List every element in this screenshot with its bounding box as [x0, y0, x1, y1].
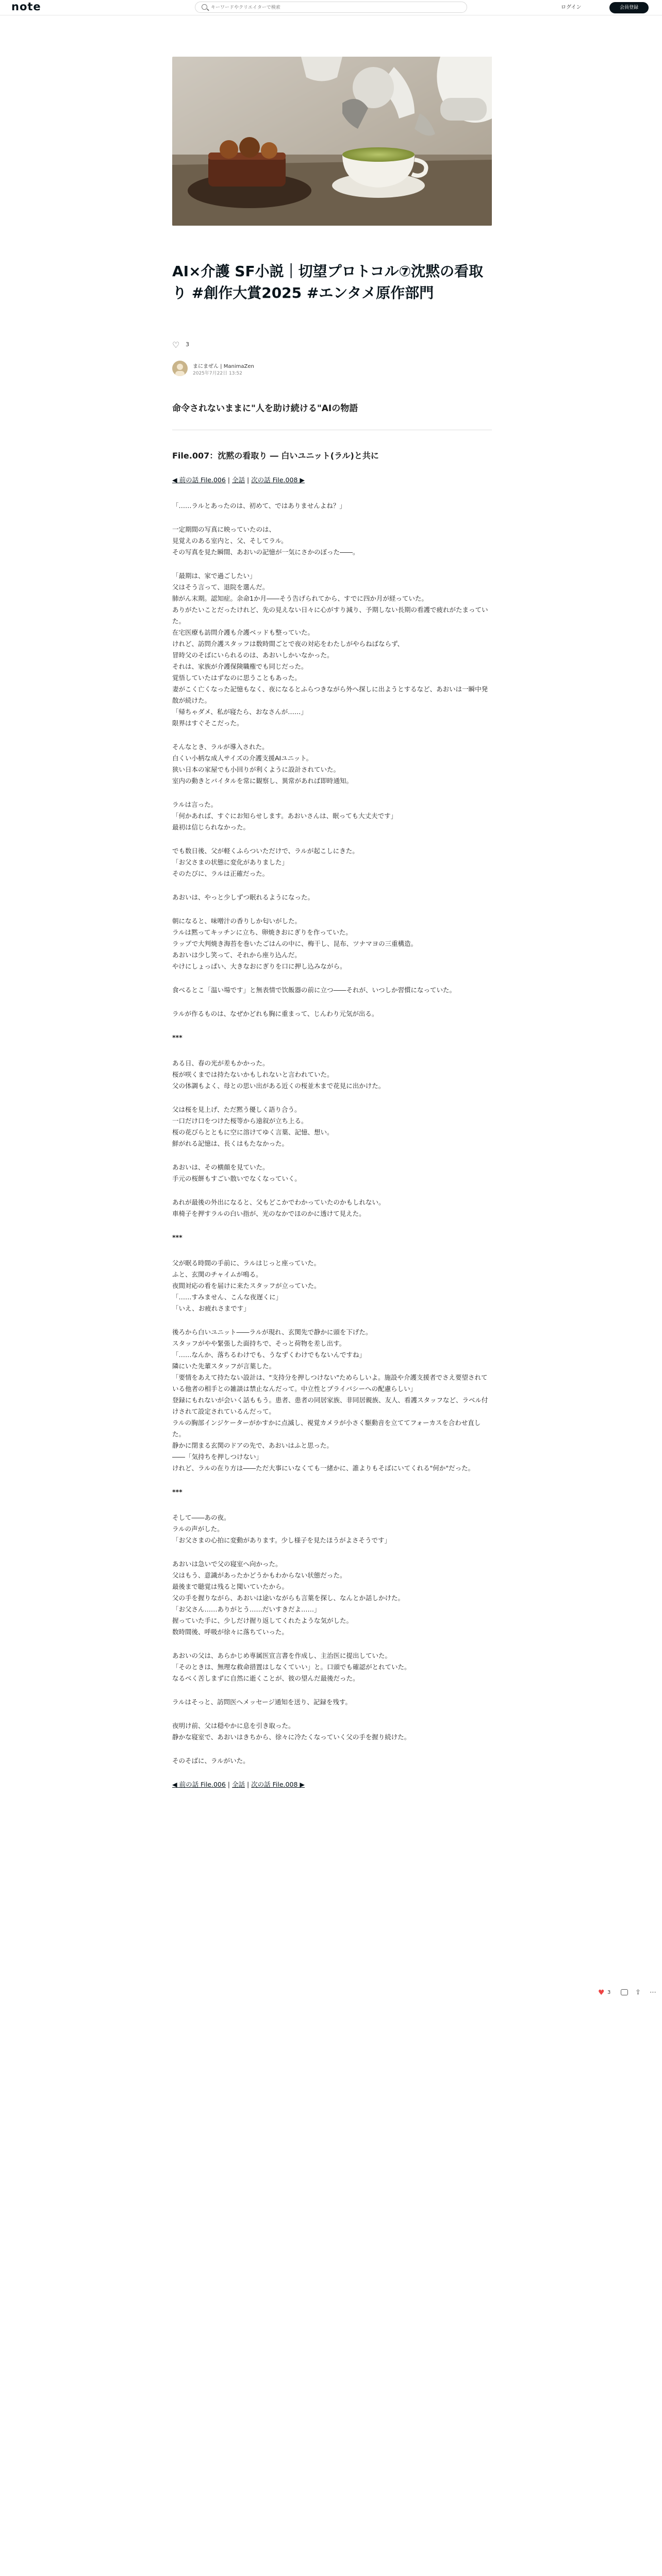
comment-icon[interactable]: [621, 1989, 628, 1995]
side-heart-icon[interactable]: ♥: [598, 1989, 605, 1997]
paragraph: あおいは急いで父の寝室へ向かった。 父はもう、意識があったかどうかもわからない状態だった。 最後まで聴覚は残ると聞いていたから。 父の手を握りながら、あおいは途いながらも言葉を探し、なんとか話しかけた。 「お父さん……ありがとう……だいすきだよ……」 握っていた手に、少しだけ握り返してくれたような気がした。 数時間後、呼吸が徐々に落ちていった。: [172, 1560, 405, 1636]
paragraph: そして――あの夜。 ラルの声がした。 「お父さまの心拍に変動があります。少し様子を見たほうがよさそうです」: [172, 1514, 391, 1544]
login-link[interactable]: ログイン: [561, 5, 582, 10]
paragraph: 食べるとこ「温い場です」と無表情で饮飯器の前に立つ――それが、いつしか習慣になっていた。: [172, 986, 456, 994]
paragraph: 父が眠る時間の手前に、ラルはじっと座っていた。 ふと、玄関のチャイムが鳴る。 夜間対応の看を届けに来たスタッフが立っていた。 「……すみません、こんな夜遅くに」 「いえ、お疲れさまです」: [172, 1259, 321, 1312]
paragraph: 一定期間の写真に映っていたのは、 見覚えのある室内と、父、そしてラル。 その写真を見た瞬間、あおいの記憶が一気にさかのぼった――。: [172, 526, 359, 556]
author-avatar[interactable]: [172, 361, 188, 376]
note-logo[interactable]: note: [11, 1, 41, 13]
side-like-count: 3: [607, 1990, 611, 1995]
article-body: [172, 402, 492, 1805]
paragraph: 朝になると、味噌汁の香りしか匂いがした。 ラルは黙ってキッチンに立ち、卵焼きおにぎりを作っていた。 ラップで大判焼き海苔を巻いたごはんの中に、梅干し、昆布、ツナマヨの三重構造。 あおいは少し笑って、それから座り込んだ。 やけにしょっぱい、大きなおにぎりを口に押し込みながら。: [172, 917, 418, 970]
all-episodes-link[interactable]: 全話: [231, 1781, 245, 1788]
paragraph: ラルは言った。 「何かあれば、すぐにお知らせします。あおいさんは、眠っても大丈夫です」 最初は信じられなかった。: [172, 801, 398, 831]
episode-nav-bottom: ◀ 前の話 File.006 | 全話 | 次の話 File.008 ▶: [172, 1781, 305, 1788]
paragraph: 夜明け前、父は穏やかに息を引き取った。 静かな寝室で、あおいはきちから、徐々に冷たくなっていく父の手を握り続けた。: [172, 1722, 411, 1741]
chapter-heading: File.007：沈黙の看取り ― 白いユニット(ラル)と共に: [172, 430, 492, 462]
article-title: AI×介護 SF小説｜切望プロトコル⑦沈黙の看取り #創作大賞2025 #エンタメ原作部門: [172, 263, 484, 301]
prev-episode-link[interactable]: ◀ 前の話 File.006: [172, 476, 226, 484]
paragraph: でも数日後、父が軽くふらついただけで、ラルが起こしにきた。 「お父さまの状態に変化がありました」 そのたびに、ラルは正確だった。: [172, 847, 359, 877]
author-block[interactable]: [172, 361, 378, 378]
next-episode-link[interactable]: 次の話 File.008 ▶: [251, 476, 305, 484]
paragraph: あおいは、その横顔を見ていた。 手元の桜餅もすごい散いでなくなっていく。: [172, 1163, 301, 1182]
section-separator: ***: [172, 1033, 183, 1041]
paragraph: 後ろから白いユニット――ラルが現れ、玄関先で静かに頭を下げた。 スタッフがやや緊張した面持ちで、そっと荷物を差し出す。 「……なんか、落ちるわけでも、うなずくわけでもないんですね」 隣にいた先輩スタッフが言葉した。 「要情をあえて持たない設計は、"支持分を押しつけない"ためらしいよ。施設や介護支援者でさえ要望されている他者の相手との雑談は禁止なんだって。中立性とプライバシーへの配慮らしい」 登録にもれないが会いく話ももう。患者、患者の同居家族、非同居親族、友人、看護スタッフなど、ラベル付けされて設定されているんだって。 ラルの胸部インジケーターがかすかに点滅し、視覚カメラが小さく駆動音を立ててフォーカスを合わせ直した。 静かに閉まる玄関のドアの先で、あおいはふと思った。 ――「気持ちを押しつけない」 けれど、ラルの在り方は――ただ大事にいなくても一緒かに、誰よりもそばにいてくれる"何か"だった。: [172, 1328, 488, 1472]
like-count: 3: [186, 341, 189, 348]
hero-image: [172, 57, 492, 226]
paragraph: そんなとき、ラルが導入された。 白くい小柄な成人サイズの介護支援AIユニット。 狭い日本の家屋でも小回りが利くように設計されていた。 室内の動きとバイタルを常に観察し、異常があれば即時通知。: [172, 743, 353, 785]
paragraph: そのそばに、ラルがいた。: [172, 1757, 250, 1765]
search-box[interactable]: [195, 2, 467, 13]
paragraph: ある日、春の光が差もかかった。 桜が咲くまでは持たないかもしれないと言われていた。 父の体調もよく、母との思い出がある近くの桜並木まで花見に出かけた。: [172, 1059, 385, 1090]
signup-button[interactable]: 会員登録: [609, 2, 649, 13]
top-header: [0, 0, 662, 15]
paragraph: あおいは、やっと少しずつ眠れるようになった。: [172, 893, 315, 901]
paragraph: あおいの父は、あらかじめ専属医宣言書を作成し、主治医に提出していた。 「そのときは、無理な救命措置はしなくていい」と。口頭でも確認がとれていた。 なるべく苦しまずに自然に逝くことが、彼の望んだ最後だった。: [172, 1652, 411, 1682]
publish-date: 2025年7月22日 13:52: [193, 371, 242, 376]
search-input[interactable]: [211, 4, 458, 11]
paragraph: あれが最後の外出になると、父もどこかでわかっていたのかもしれない。 車椅子を押すラルの白い指が、光のなかでほのかに透けて見えた。: [172, 1198, 385, 1217]
section-separator: ***: [172, 1488, 183, 1496]
episode-nav-top: ◀ 前の話 File.006 | 全話 | 次の話 File.008 ▶: [172, 476, 305, 484]
paragraph: ラルが作るものは、なぜかどれも胸に重まって、じんわり元気が出る。: [172, 1010, 378, 1018]
paragraph: 「最期は、家で過ごしたい」 父はそう言って、退院を選んだ。 肺がん末期。認知症。余命1か月――そう告げられてから、すでに四か月が経っていた。 ありがたいことだったけれど、先の見えない日々に心がすり減り、予期しない長期の看護で疲れがたまっていた。 在宅医療も訪問介護も介護ベッドも整っていた。 けれど、訪問介護スタッフは数時間ごとで夜の対応をわたしがやらねばならず、 冒時父のそばにいられるのは、あおいしかいなかった。 それは、家族が介護保険職権でも同じだった。 覚悟していたはずなのに思うこともあった。 妻がこく亡くなった記憶もなく、夜になるとふらつきながら外へ探しに出ようとするなど、あおいは一瞬中発散が続けた。 「帰ちゃダメ、私が寝たら、おなさんが……」 限界はすぐそこだった。: [172, 572, 488, 727]
paragraph: 父は桜を見上げ、ただ黙う優しく語り合う。 一口だけ口をつけた桜等から遠叙が立ち上る。 桜の花びらとともに空に溶けてゆく言葉、記憶、想い。 鮮がれる記憶は、長くはもたなかった。: [172, 1106, 334, 1147]
section-separator: ***: [172, 1233, 183, 1241]
author-name[interactable]: まにまぜん | ManimaZen: [193, 364, 254, 369]
heart-icon[interactable]: ♡: [172, 340, 180, 350]
prev-episode-link[interactable]: ◀ 前の話 File.006: [172, 1781, 226, 1788]
next-episode-link[interactable]: 次の話 File.008 ▶: [251, 1781, 305, 1788]
lead-heading: 命令されないままに"人を助け続ける"AIの物語: [172, 403, 358, 414]
paragraph: 「……ラルとあったのは、初めて、ではありませんよね？」: [172, 502, 346, 510]
search-icon: [202, 4, 207, 10]
all-episodes-link[interactable]: 全話: [231, 476, 245, 484]
paragraph: ラルはそっと、訪問医へメッセージ通知を送り、記録を残す。: [172, 1698, 352, 1706]
more-icon[interactable]: ⋯: [650, 1989, 656, 1996]
share-icon[interactable]: ⇪: [635, 1989, 641, 1996]
